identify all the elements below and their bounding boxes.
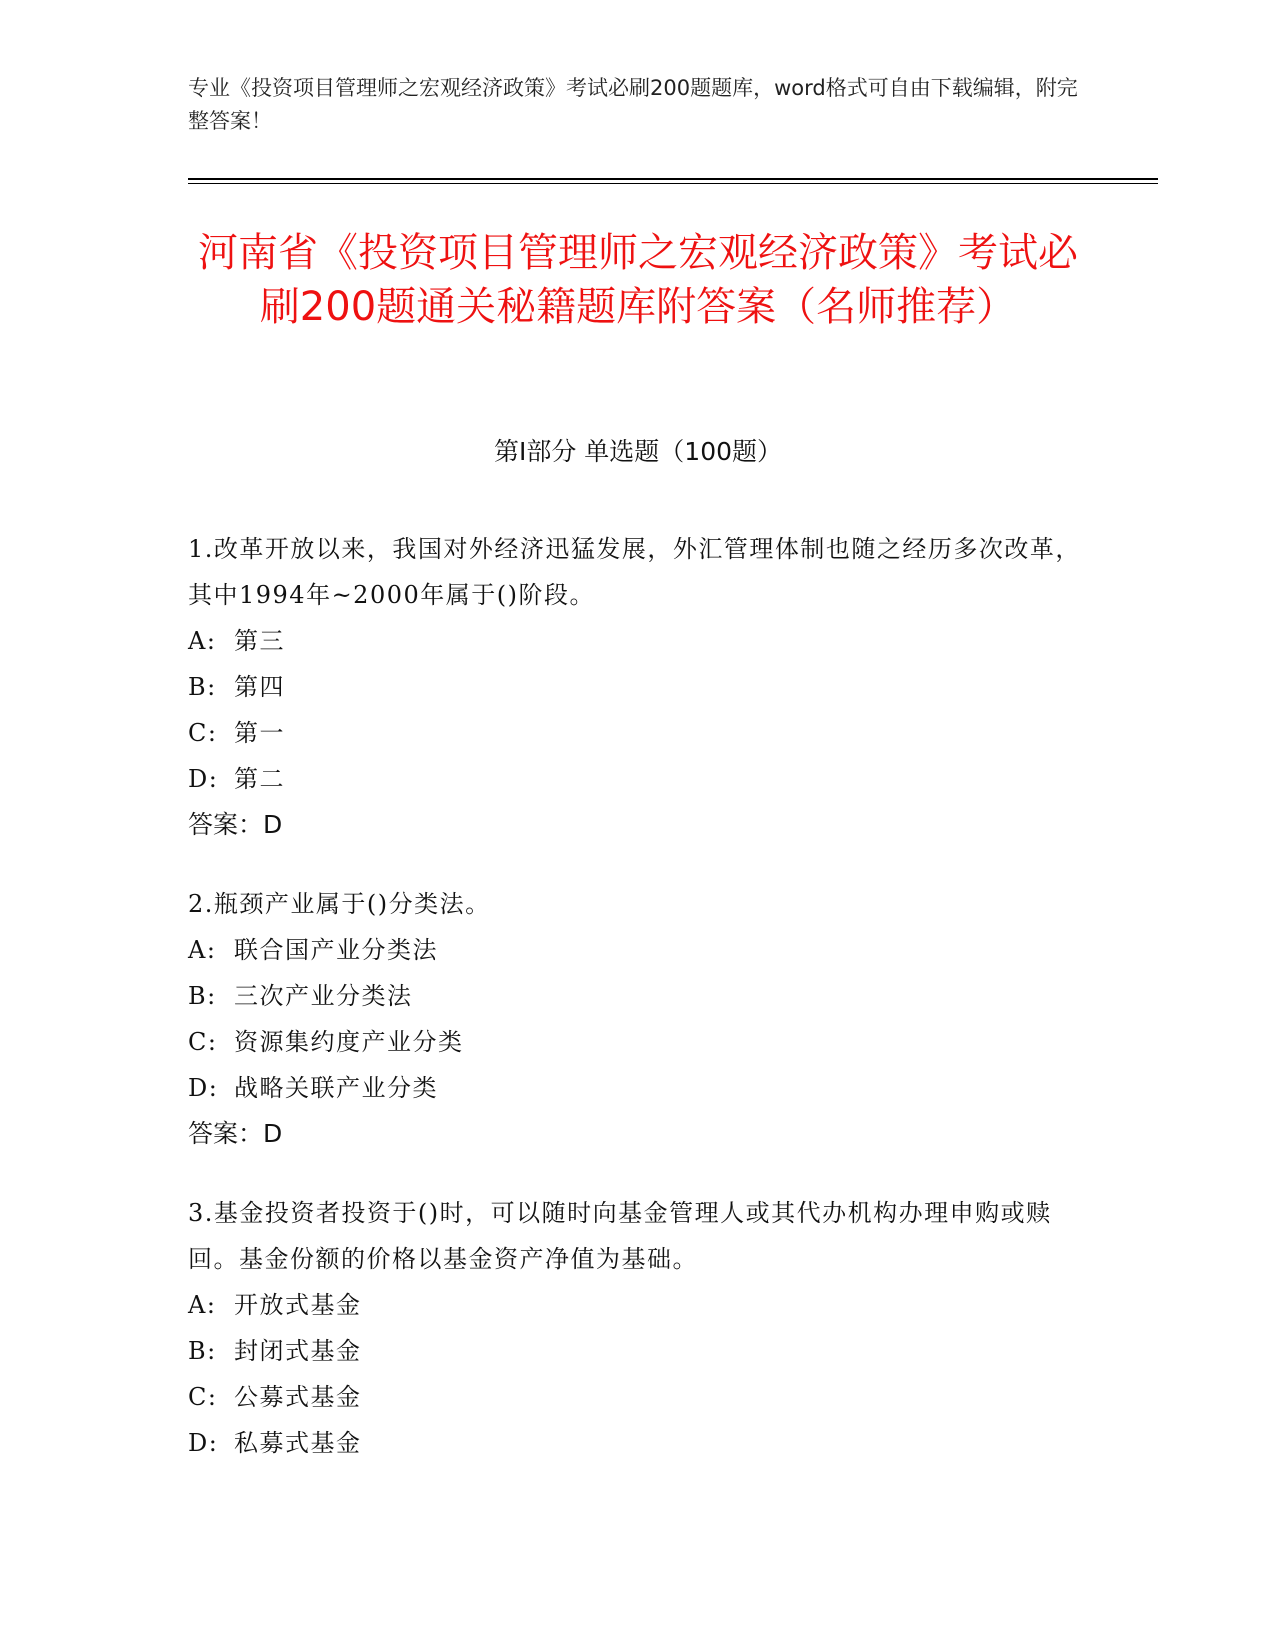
option-text: 开放式基金 [234,1291,362,1319]
option-letter: A: [188,627,217,655]
option-text: 第四 [234,673,285,701]
answer-line: 答案：D [188,810,283,839]
option-text: 公募式基金 [234,1383,362,1411]
header-divider-thick [188,178,1158,180]
option-text: 第一 [234,719,285,747]
option-text: 联合国产业分类法 [234,936,438,964]
question-2 [188,881,1088,1157]
option-text: 封闭式基金 [234,1337,362,1365]
option-letter: D: [188,765,219,793]
option-text: 三次产业分类法 [234,982,413,1010]
option-a [188,1282,1088,1328]
option-letter: C: [188,1028,218,1056]
question-stem: 3.基金投资者投资于()时，可以随时向基金管理人或其代办机构办理申购或赎回。基金份额的价格以基金资产净值为基础。 [188,1199,1052,1273]
option-text: 第二 [234,765,285,793]
question-list [188,526,1088,1499]
section-heading: 第I部分 单选题（100题） [493,437,783,466]
question-3 [188,1190,1088,1466]
option-text: 战略关联产业分类 [234,1074,438,1102]
option-letter: A: [188,1291,217,1319]
option-b [188,1328,1088,1374]
option-text: 私募式基金 [234,1429,362,1457]
option-letter: D: [188,1429,219,1457]
question-1 [188,526,1088,848]
option-d [188,1420,1088,1466]
option-a [188,927,1088,973]
option-letter: B: [188,982,217,1010]
question-stem: 1.改革开放以来，我国对外经济迅猛发展，外汇管理体制也随之经历多次改革，其中1994年~2000年属于()阶段。 [188,535,1081,609]
option-letter: C: [188,719,218,747]
option-letter: D: [188,1074,219,1102]
answer-line: 答案：D [188,1119,283,1148]
header-divider-thin [188,183,1158,184]
header-note: 专业《投资项目管理师之宏观经济政策》考试必刷200题题库，word格式可自由下载编辑，附完整答案！ [188,76,1078,133]
option-letter: A: [188,936,217,964]
option-b [188,664,1088,710]
option-c [188,1374,1088,1420]
option-text: 资源集约度产业分类 [234,1028,464,1056]
document-title: 河南省《投资项目管理师之宏观经济政策》考试必刷200题通关秘籍题库附答案（名师推荐） [198,230,1078,330]
option-letter: C: [188,1383,218,1411]
option-d [188,756,1088,802]
option-letter: B: [188,673,217,701]
option-c [188,1019,1088,1065]
option-c [188,710,1088,756]
option-letter: B: [188,1337,217,1365]
option-text: 第三 [234,627,285,655]
question-stem: 2.瓶颈产业属于()分类法。 [188,890,491,918]
option-a [188,618,1088,664]
option-d [188,1065,1088,1111]
option-b [188,973,1088,1019]
